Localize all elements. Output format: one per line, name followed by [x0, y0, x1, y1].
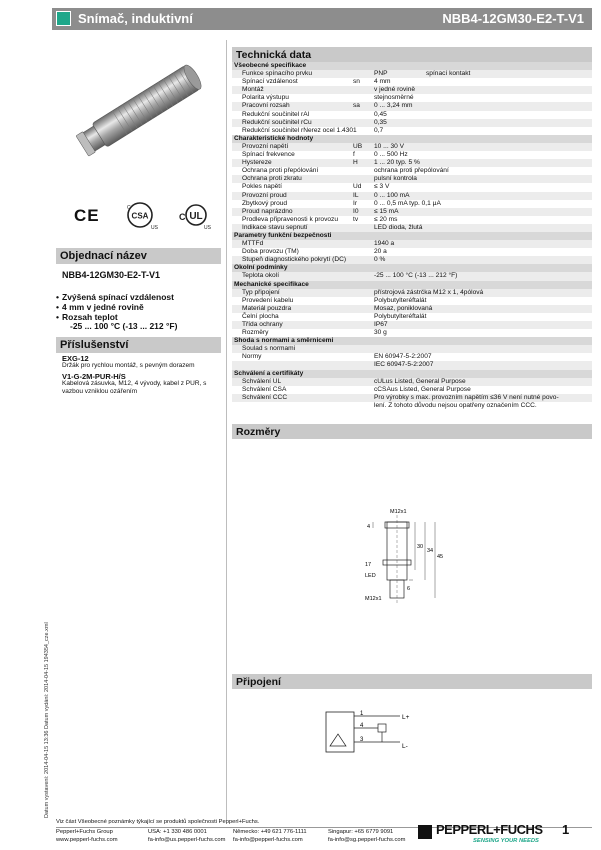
tech-row — [232, 378, 592, 386]
tech-cell-c1: Doba provozu (TM) — [242, 248, 299, 256]
tech-cell-c3: ≤ 3 V — [374, 183, 390, 191]
connection-heading: Připojení — [232, 674, 592, 689]
csa-text: CSA — [131, 211, 149, 221]
tech-cell-c1: Polarita výstupu — [242, 94, 289, 102]
tech-row — [232, 224, 592, 232]
tech-category-row — [232, 135, 592, 143]
column-divider — [226, 40, 227, 820]
tech-cell-c1: Třída ochrany — [242, 321, 283, 328]
tech-cell-c3: 0 % — [374, 256, 386, 264]
tech-cell-c1: Rozměry — [242, 329, 269, 337]
tech-cell-c3: 0,45 — [374, 110, 387, 118]
tech-cell-c3: EN 60947-5-2:2007 — [374, 353, 432, 361]
tech-cell-c3: ≤ 15 mA — [374, 207, 399, 215]
tech-category-row — [232, 62, 592, 70]
ce-mark: CE — [74, 206, 100, 225]
tech-cell-c1: Montáž — [242, 86, 264, 94]
tech-cell-c3: ≤ 20 ms — [374, 215, 398, 223]
footer-website-link[interactable]: www.pepperl-fuchs.com — [56, 836, 118, 843]
dim-label-m12-bottom: M12x1 — [365, 596, 382, 602]
tech-cell-c2: sn — [353, 78, 360, 86]
tech-category-label: Parametry funkční bezpečnosti — [234, 231, 332, 239]
tech-cell-c2: IL — [353, 191, 359, 199]
tech-row — [232, 175, 592, 183]
tech-cell-c3: cULus Listed, General Purpose — [374, 377, 466, 385]
tech-cell-c3: LED dioda, žlutá — [374, 223, 423, 231]
tech-row — [232, 289, 592, 297]
pf-logo-mark — [418, 825, 432, 839]
tech-cell-c1: Spínací vzdálenost — [242, 78, 298, 86]
tech-category-label: Mechanické specifikace — [234, 280, 309, 288]
tech-cell-c1: Materiál pouzdra — [242, 304, 292, 312]
ul-us: US — [204, 225, 211, 230]
feature-3: • Rozsah teplot — [62, 312, 118, 322]
tech-cell-c3: 1940 a — [374, 240, 395, 248]
tech-category-row — [232, 337, 592, 345]
footer-note: Viz část Všeobecné poznámky týkající se produktů společnosti Pepperl+Fuchs. — [56, 819, 260, 825]
dim-label-led: LED — [365, 573, 376, 579]
tech-cell-c1: Provedení kabelu — [242, 296, 294, 304]
header-product-code: NBB4-12GM30-E2-T-V1 — [442, 11, 584, 26]
tech-cell-c1: Schválení UL — [242, 377, 282, 385]
tech-cell-c3: přístrojová zástrčka M12 x 1, 4pólová — [374, 288, 484, 296]
tech-cell-c1: Provozní napětí — [242, 142, 289, 150]
tech-cell-c2: Ud — [353, 183, 362, 191]
header-product-type: Snímač, induktivní — [78, 11, 193, 26]
tech-cell-c2: I0 — [353, 207, 359, 215]
tech-cell-c1: Schválení CCC — [242, 393, 288, 401]
tech-row — [232, 183, 592, 191]
tech-row — [232, 353, 592, 361]
tech-cell-c1: Ochrana proti přepólování — [242, 167, 319, 175]
tech-table — [232, 62, 592, 410]
tech-cell-c3: 30 g — [374, 329, 387, 337]
tech-row — [232, 321, 592, 329]
tech-category-row — [232, 232, 592, 240]
pin-3-label: 3 — [360, 737, 364, 743]
tech-row — [232, 345, 592, 353]
feature-3-range: -25 ... 100 °C (-13 ... 212 °F) — [70, 321, 178, 331]
footer-group-name: Pepperl+Fuchs Group — [56, 829, 113, 835]
dim-label-17: 17 — [365, 562, 372, 568]
tech-cell-c1: Schválení CSA — [242, 385, 287, 393]
tech-cell-c1: Pokles napětí — [242, 183, 282, 191]
order-heading: Objednací název — [56, 248, 221, 264]
footer-germany-phone: Německo: +49 621 776-1111 — [233, 829, 307, 835]
tech-cell-c1: Stupeň diagnostického pokrytí (DC) — [242, 256, 347, 264]
pin-4-label: 4 — [360, 723, 364, 729]
ul-text: UL — [189, 211, 203, 222]
lplus-label: L+ — [402, 714, 410, 721]
tech-category-label: Okolní podmínky — [234, 264, 288, 272]
tech-cell-c1: Soulad s normami — [242, 345, 296, 353]
tech-row — [232, 102, 592, 110]
side-issue-date: Datum vystavení: 2014-04-15 13:36 Datum vydání: 2014-04-15 194354_cze.xml — [44, 622, 50, 818]
tech-cell-c1: Prodleva připravenosti k provozu — [242, 215, 339, 223]
dimension-drawing — [345, 500, 455, 610]
order-model: NBB4-12GM30-E2-T-V1 — [62, 270, 161, 280]
feature-2: • 4 mm v jedné rovině — [62, 302, 144, 312]
tech-category-row — [232, 370, 592, 378]
tech-row — [232, 200, 592, 208]
dim-label-6: 6 — [407, 586, 411, 592]
tech-row — [232, 305, 592, 313]
tech-cell-c1: MTTFd — [242, 240, 264, 248]
tech-row — [232, 167, 592, 175]
tech-cell-c3: PNP — [374, 70, 388, 78]
tech-category-row — [232, 281, 592, 289]
footer-singapore-email[interactable]: fa-info@sg.pepperl-fuchs.com — [328, 836, 406, 843]
tech-cell-c1: Hystereze — [242, 159, 272, 167]
footer-col-usa — [148, 829, 225, 844]
tech-row — [232, 159, 592, 167]
tech-cell-c3: 4 mm — [374, 78, 391, 86]
tech-row — [232, 394, 592, 402]
accessory-1-desc: Držák pro rychlou montáž, s pevným dorazem — [62, 362, 195, 369]
header-logo-square — [56, 11, 71, 26]
dimensions-heading: Rozměry — [232, 424, 592, 439]
tech-cell-c3: 1 ... 20 typ. 5 % — [374, 159, 420, 167]
tech-category-label: Charakteristické hodnoty — [234, 134, 314, 142]
tech-cell-c3: -25 ... 100 °C (-13 ... 212 °F) — [374, 272, 458, 280]
csa-mark — [124, 200, 164, 230]
ul-mark — [176, 202, 216, 230]
tech-cell-c1: Čelní plocha — [242, 312, 279, 320]
tech-row — [232, 94, 592, 102]
footer-usa-email[interactable]: fa-info@us.pepperl-fuchs.com — [148, 836, 226, 843]
tech-cell-c3: 0 ... 0,5 mA typ. 0,1 μA — [374, 199, 441, 207]
dim-label-45: 45 — [437, 554, 444, 560]
product-image — [60, 42, 220, 177]
tech-row — [232, 361, 592, 369]
tech-cell-c3: Pro výrobky s max. provozním napětím ≤36 V není nutné povo- — [374, 393, 559, 401]
page-number: 1 — [562, 822, 570, 837]
tech-cell-c3: Polybutylteréftalát — [374, 296, 427, 304]
tech-category-label: Shoda s normami a směrnicemi — [234, 337, 334, 345]
tech-row — [232, 240, 592, 248]
tech-cell-c2: tv — [353, 215, 359, 223]
tech-cell-c1: Spínací frekvence — [242, 151, 295, 159]
footer-col-group — [56, 829, 118, 844]
wiring-diagram — [318, 706, 418, 761]
tech-cell-c1: Ochrana proti zkratu — [242, 175, 302, 183]
accessory-2-desc: Kabelová zásuvka, M12, 4 vývody, kabel z PUR, s vazbou vzniklou ozářením — [62, 380, 207, 395]
tech-cell-c1: Redukční součinitel rNerez ocel 1.4301 — [242, 126, 357, 134]
tech-cell-c2: H — [353, 159, 358, 167]
tech-cell-c3: Polybutylteréftalát — [374, 312, 427, 320]
tech-cell-c3: 0 ... 3,24 mm — [374, 102, 413, 110]
tech-row — [232, 111, 592, 119]
tech-row — [232, 86, 592, 94]
tech-cell-c3: 0,35 — [374, 118, 387, 126]
tech-row — [232, 272, 592, 280]
tech-cell-c1: Proud naprázdno — [242, 207, 293, 215]
tech-cell-c2: sa — [353, 102, 360, 110]
tech-cell-c1: Indikace stavu sepnutí — [242, 223, 308, 231]
tech-cell-c1: Zbytkový proud — [242, 199, 288, 207]
tech-cell-c3: IP67 — [374, 321, 388, 328]
accessories-heading: Příslušenství — [56, 337, 221, 353]
pf-slogan: SENSING YOUR NEEDS — [473, 838, 539, 844]
footer-germany-email[interactable]: fa-info@pepperl-fuchs.com — [233, 836, 303, 843]
tech-cell-c3: v jedné rovině — [374, 86, 416, 94]
tech-row — [232, 151, 592, 159]
tech-heading: Technická data — [232, 47, 592, 62]
csa-c: C — [127, 205, 131, 211]
accessory-1-title: EXG-12 — [62, 354, 89, 363]
tech-row — [232, 70, 592, 78]
footer-col-singapore — [328, 829, 405, 844]
tech-cell-c1: Pracovní rozsah — [242, 102, 290, 110]
tech-row — [232, 329, 592, 337]
tech-cell-c2: Ir — [353, 199, 358, 207]
tech-cell-c4: spínací kontakt — [426, 70, 471, 78]
tech-cell-c1: Provozní proud — [242, 191, 287, 199]
tech-cell-c3: 0 ... 500 Hz — [374, 151, 408, 159]
dim-label-4: 4 — [367, 524, 371, 530]
tech-cell-c1: Redukční součinitel rCu — [242, 118, 312, 126]
tech-cell-c1: Funkce spínacího prvku — [242, 70, 313, 78]
pepperl-fuchs-logo — [418, 821, 548, 849]
tech-row — [232, 208, 592, 216]
lminus-label: L- — [402, 743, 408, 750]
tech-cell-c1: Typ připojení — [242, 288, 280, 296]
tech-category-label: Schválení a certifikáty — [234, 369, 304, 377]
tech-row — [232, 313, 592, 321]
tech-category-label: Všeobecné specifikace — [234, 62, 307, 69]
tech-row — [232, 248, 592, 256]
tech-row — [232, 127, 592, 135]
tech-cell-c3: cCSAus Listed, General Purpose — [374, 385, 471, 393]
tech-cell-c3: 0,7 — [374, 126, 384, 134]
tech-cell-c3: IEC 60947-5-2:2007 — [374, 361, 434, 369]
tech-cell-c3: ochrana proti přepólování — [374, 167, 449, 175]
tech-row — [232, 78, 592, 86]
tech-cell-c3: 10 ... 30 V — [374, 142, 405, 150]
ul-c: C — [179, 212, 186, 222]
footer-col-germany — [233, 829, 307, 844]
tech-cell-c3: lení. Z tohoto důvodu nejsou opatřeny označením CCC. — [374, 401, 537, 409]
csa-us: US — [151, 225, 158, 230]
tech-row — [232, 192, 592, 200]
footer-singapore-phone: Singapur: +65 6779 9091 — [328, 829, 394, 835]
tech-cell-c3: 0 ... 100 mA — [374, 191, 410, 199]
tech-cell-c3: Mosaz, poniklovaná — [374, 304, 433, 312]
dim-label-m12-top: M12x1 — [390, 509, 407, 515]
tech-cell-c3: stejnosměrné — [374, 94, 414, 102]
tech-cell-c2: f — [353, 151, 355, 159]
tech-cell-c1: Teplota okolí — [242, 272, 280, 280]
tech-row — [232, 216, 592, 224]
dim-label-30: 30 — [417, 544, 424, 550]
tech-row — [232, 256, 592, 264]
tech-row — [232, 402, 592, 410]
tech-row — [232, 386, 592, 394]
tech-cell-c3: 20 a — [374, 248, 387, 256]
tech-row — [232, 119, 592, 127]
pf-brand-name: PEPPERL+FUCHS — [436, 822, 543, 837]
footer-usa-phone: USA: +1 330 486 0001 — [148, 829, 207, 835]
tech-row — [232, 297, 592, 305]
tech-row — [232, 143, 592, 151]
dim-label-34: 34 — [427, 548, 434, 554]
header-band — [52, 8, 592, 30]
feature-1: • Zvýšená spínací vzdálenost — [62, 292, 174, 302]
tech-cell-c1: Redukční součinitel rAl — [242, 110, 310, 118]
accessory-2-title: V1-G-2M-PUR-H/S — [62, 372, 126, 381]
pin-1-label: 1 — [360, 711, 364, 717]
tech-cell-c1: Normy — [242, 353, 262, 361]
tech-cell-c2: UB — [353, 142, 363, 150]
tech-cell-c3: pulsní kontrola — [374, 175, 417, 183]
